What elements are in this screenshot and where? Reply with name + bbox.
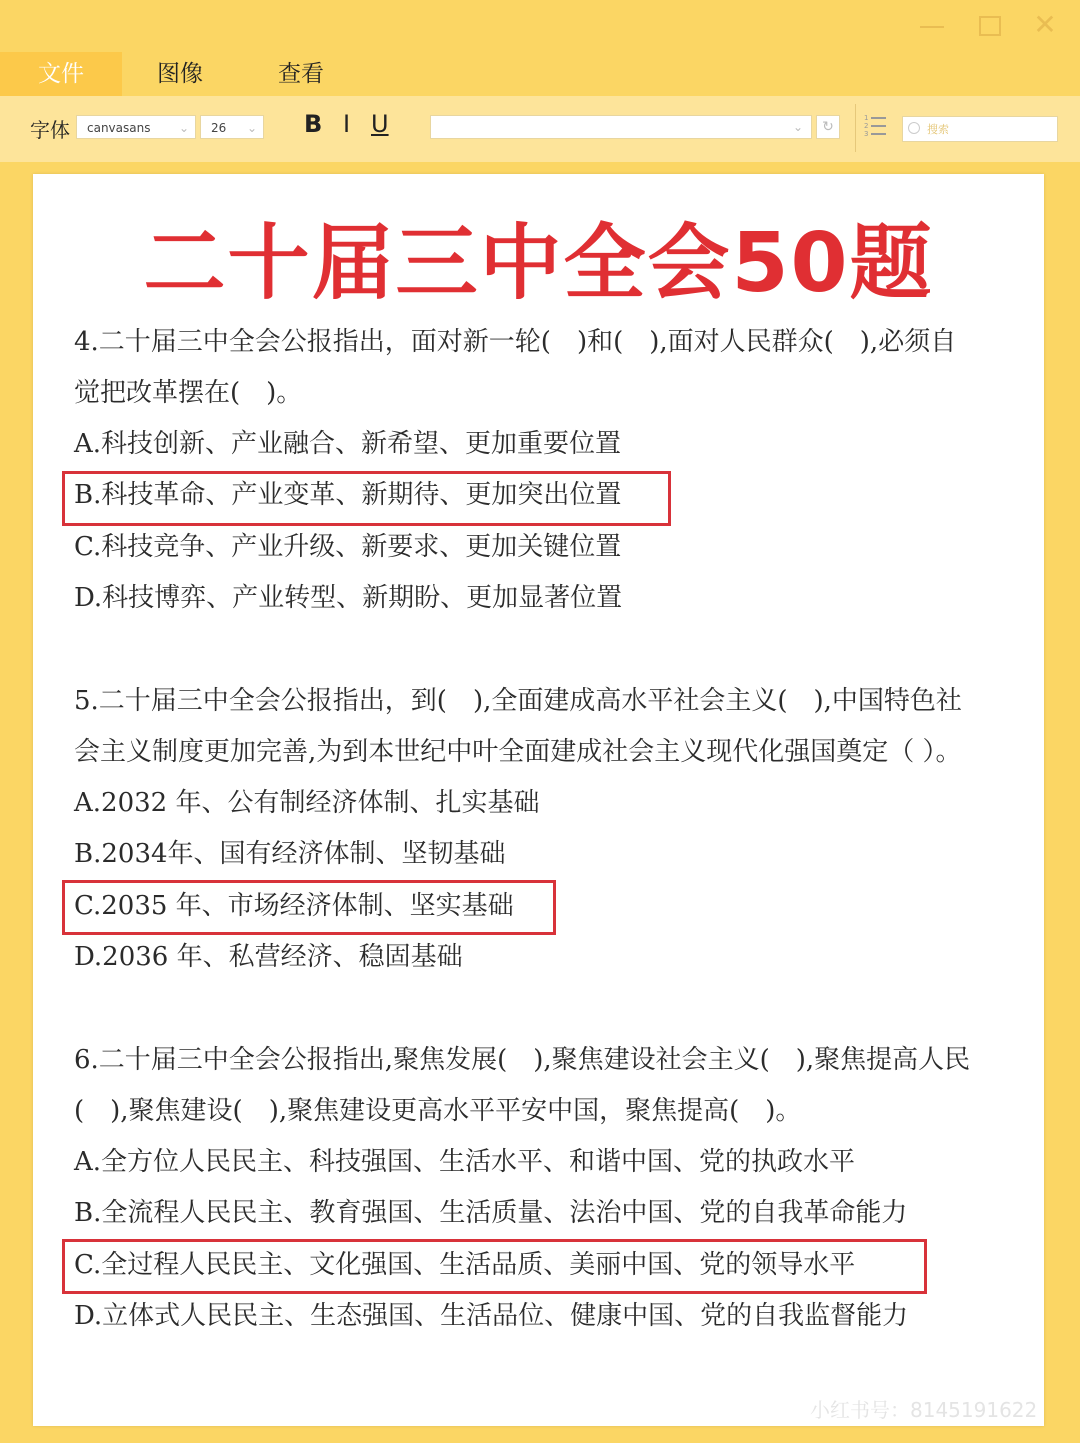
question-6-option-a: A.全方位人民民主、科技强国、生活水平、和谐中国、党的执政水平 — [74, 1147, 856, 1177]
question-4-stem-line-1: 4.二十届三中全会公报指出，面对新一轮( )和( ),面对人民群众( ),必须自 — [74, 327, 957, 357]
menu-image[interactable]: 图像 — [157, 61, 203, 87]
chevron-down-icon: ⌄ — [178, 121, 189, 135]
question-4-option-c: C.科技竞争、产业升级、新要求、更加关键位置 — [74, 532, 622, 562]
bold-button[interactable]: B — [304, 110, 323, 138]
document-page[interactable] — [33, 174, 1044, 1426]
menu-bar — [0, 52, 1080, 96]
question-5-option-b: B.2034年、国有经济体制、坚韧基础 — [74, 839, 506, 869]
answer-highlight-box — [62, 1239, 927, 1294]
numbered-list-icon[interactable]: 1 2 3 — [864, 114, 888, 138]
search-placeholder: 搜索 — [927, 123, 949, 136]
font-family-select[interactable] — [76, 115, 196, 139]
question-4-option-d: D.科技博弈、产业转型、新期盼、更加显著位置 — [74, 583, 623, 613]
toolbar-divider — [855, 104, 856, 152]
document-title: 二十届三中全会50题 — [143, 216, 934, 311]
refresh-icon[interactable]: ↻ — [816, 115, 840, 139]
search-input[interactable] — [902, 116, 1058, 142]
question-5-stem-line-2: 会主义制度更加完善,为到本世纪中叶全面建成社会主义现代化强国奠定（ ）。 — [74, 737, 962, 767]
question-4-option-a: A.科技创新、产业融合、新希望、更加重要位置 — [74, 429, 622, 459]
font-size-value: 26 — [211, 121, 227, 135]
question-5-stem-line-1: 5.二十届三中全会公报指出，到( ),全面建成高水平社会主义( ),中国特色社 — [74, 686, 962, 716]
close-icon[interactable]: ✕ — [1033, 8, 1057, 41]
search-icon — [908, 122, 920, 134]
question-6-option-b: B.全流程人民民主、教育强国、生活质量、法治中国、党的自我革命能力 — [74, 1198, 908, 1228]
style-select[interactable] — [430, 115, 812, 139]
question-4-stem-line-2: 觉把改革摆在( )。 — [74, 378, 303, 408]
question-6-option-d: D.立体式人民民主、生态强国、生活品位、健康中国、党的自我监督能力 — [74, 1301, 909, 1331]
chevron-down-icon: ⌄ — [246, 121, 257, 135]
minimize-icon[interactable] — [918, 10, 948, 40]
question-5-option-a: A.2032 年、公有制经济体制、扎实基础 — [74, 788, 540, 818]
answer-highlight-box — [62, 471, 671, 526]
menu-file[interactable]: 文件 — [0, 52, 122, 96]
menu-view[interactable]: 查看 — [278, 61, 324, 87]
question-6-option-c: C.全过程人民民主、文化强国、生活品质、美丽中国、党的领导水平 — [74, 1250, 856, 1280]
underline-button[interactable]: U — [371, 110, 389, 138]
font-label: 字体 — [30, 118, 70, 142]
italic-button[interactable]: I — [343, 110, 351, 138]
question-5-option-d: D.2036 年、私营经济、稳固基础 — [74, 942, 463, 972]
question-4-option-b: B.科技革命、产业变革、新期待、更加突出位置 — [74, 480, 622, 510]
maximize-icon[interactable] — [975, 10, 1005, 40]
answer-highlight-box — [62, 880, 556, 935]
watermark: 小红书号：8145191622 — [810, 1398, 1038, 1422]
question-6-stem-line-2: ( ),聚焦建设( ),聚焦建设更高水平平安中国，聚焦提高( )。 — [74, 1096, 802, 1126]
font-family-value: canvasans — [87, 121, 151, 135]
font-size-select[interactable] — [200, 115, 264, 139]
question-5-option-c: C.2035 年、市场经济体制、坚实基础 — [74, 891, 514, 921]
question-6-stem-line-1: 6.二十届三中全会公报指出,聚焦发展( ),聚焦建设社会主义( ),聚焦提高人民 — [74, 1045, 971, 1075]
title-bar — [0, 0, 1080, 52]
chevron-down-icon: ⌄ — [792, 120, 803, 134]
